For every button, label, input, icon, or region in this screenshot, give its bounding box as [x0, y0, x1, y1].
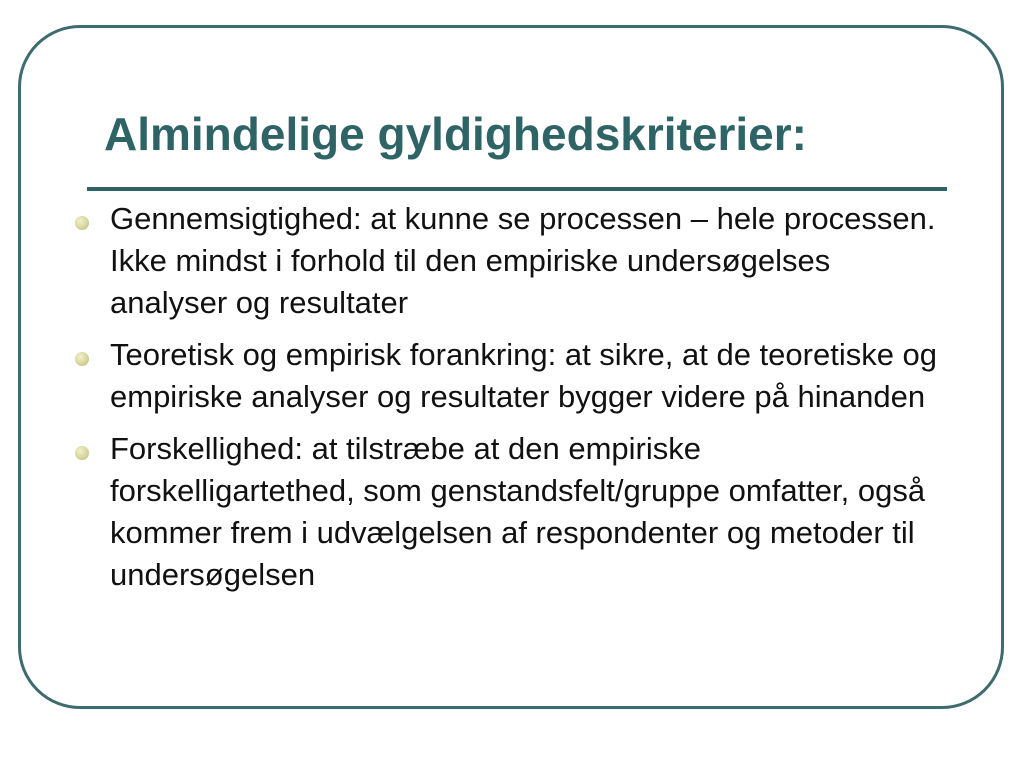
bullet-item-anchoring — [70, 334, 950, 418]
slide-title: Almindelige gyldighedskriterier: — [104, 108, 807, 160]
bullet-item-diversity — [70, 428, 950, 596]
bullet-text: Teoretisk og empirisk forankring: at sikre, at de teoretiske og empiriske analyser og resultater bygger videre på hinanden — [110, 337, 938, 414]
bullet-item-transparency — [70, 198, 950, 324]
bullet-dot-icon — [75, 446, 89, 460]
bullet-text: Forskellighed: at tilstræbe at den empiriske forskelligartethed, som genstandsfelt/gruppe omfatter, også kommer frem i udvælgelsen af respondenter og metoder til undersøgelsen — [110, 431, 926, 592]
title-underline — [87, 187, 947, 191]
bullet-dot-icon — [75, 352, 89, 366]
bullet-list — [70, 198, 950, 606]
bullet-dot-icon — [75, 216, 89, 230]
bullet-text: Gennemsigtighed: at kunne se processen – hele processen. Ikke mindst i forhold til den empiriske undersøgelses analyser og resultater — [110, 201, 936, 320]
